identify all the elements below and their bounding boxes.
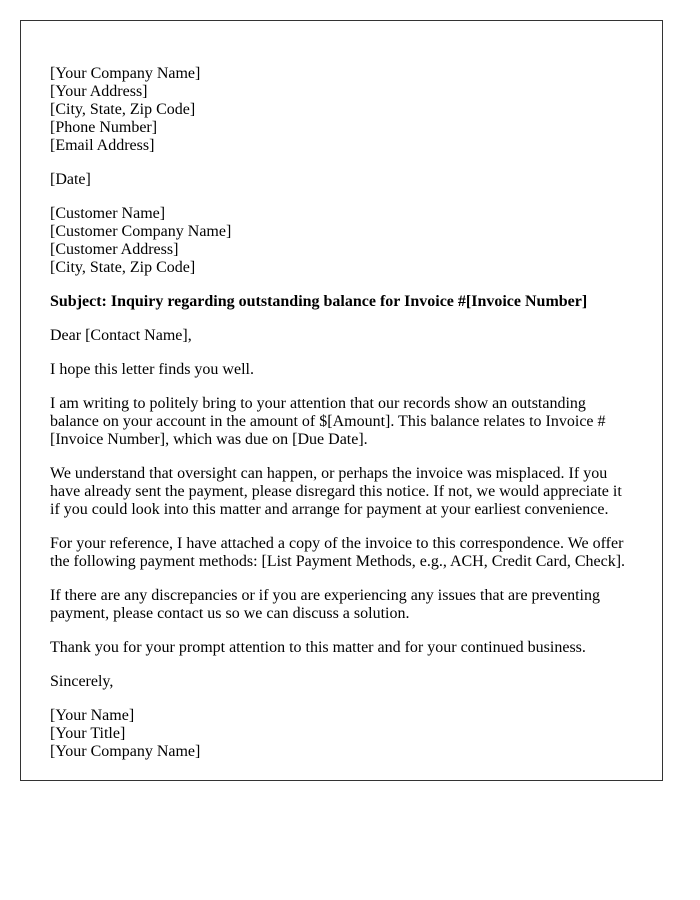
signature-title: [Your Title]: [50, 725, 126, 742]
body-paragraph: For your reference, I have attached a copy of the invoice to this correspondence. We offer the following payment methods: [List Payment Methods, e.g., ACH, Credit Card, Check].: [50, 535, 626, 570]
sender-company: [Your Company Name]: [50, 65, 201, 82]
recipient-address: [Customer Address]: [50, 241, 179, 258]
body-paragraph: I am writing to politely bring to your attention that our records show an outstanding balance on your account in the amount of $[Amount]. This balance relates to Invoice #[Invoice Number], which was due on [Due Date].: [50, 395, 606, 448]
body-paragraph: Thank you for your prompt attention to this matter and for your continued business.: [50, 639, 586, 656]
salutation: Dear [Contact Name],: [50, 327, 192, 344]
signature-company: [Your Company Name]: [50, 743, 201, 760]
closing: Sincerely,: [50, 673, 114, 690]
letter-date: [Date]: [50, 171, 91, 188]
letter: [20, 20, 663, 781]
body-paragraph: I hope this letter finds you well.: [50, 361, 254, 378]
body-paragraph: We understand that oversight can happen, or perhaps the invoice was misplaced. If you have already sent the payment, please disregard this notice. If not, we would appreciate it if you could look into this matter and arrange for payment at your earliest convenience.: [50, 465, 622, 518]
signature-block: [50, 707, 633, 761]
recipient-city: [City, State, Zip Code]: [50, 259, 196, 276]
sender-phone: [Phone Number]: [50, 119, 158, 136]
recipient-name: [Customer Name]: [50, 205, 166, 222]
signature-name: [Your Name]: [50, 707, 135, 724]
sender-address: [Your Address]: [50, 83, 148, 100]
body-paragraph: If there are any discrepancies or if you are experiencing any issues that are preventing payment, please contact us so we can discuss a solution.: [50, 587, 600, 622]
sender-city: [City, State, Zip Code]: [50, 101, 196, 118]
sender-email: [Email Address]: [50, 137, 155, 154]
subject-line: Subject: Inquiry regarding outstanding balance for Invoice #[Invoice Number]: [50, 293, 588, 310]
recipient-company: [Customer Company Name]: [50, 223, 232, 240]
